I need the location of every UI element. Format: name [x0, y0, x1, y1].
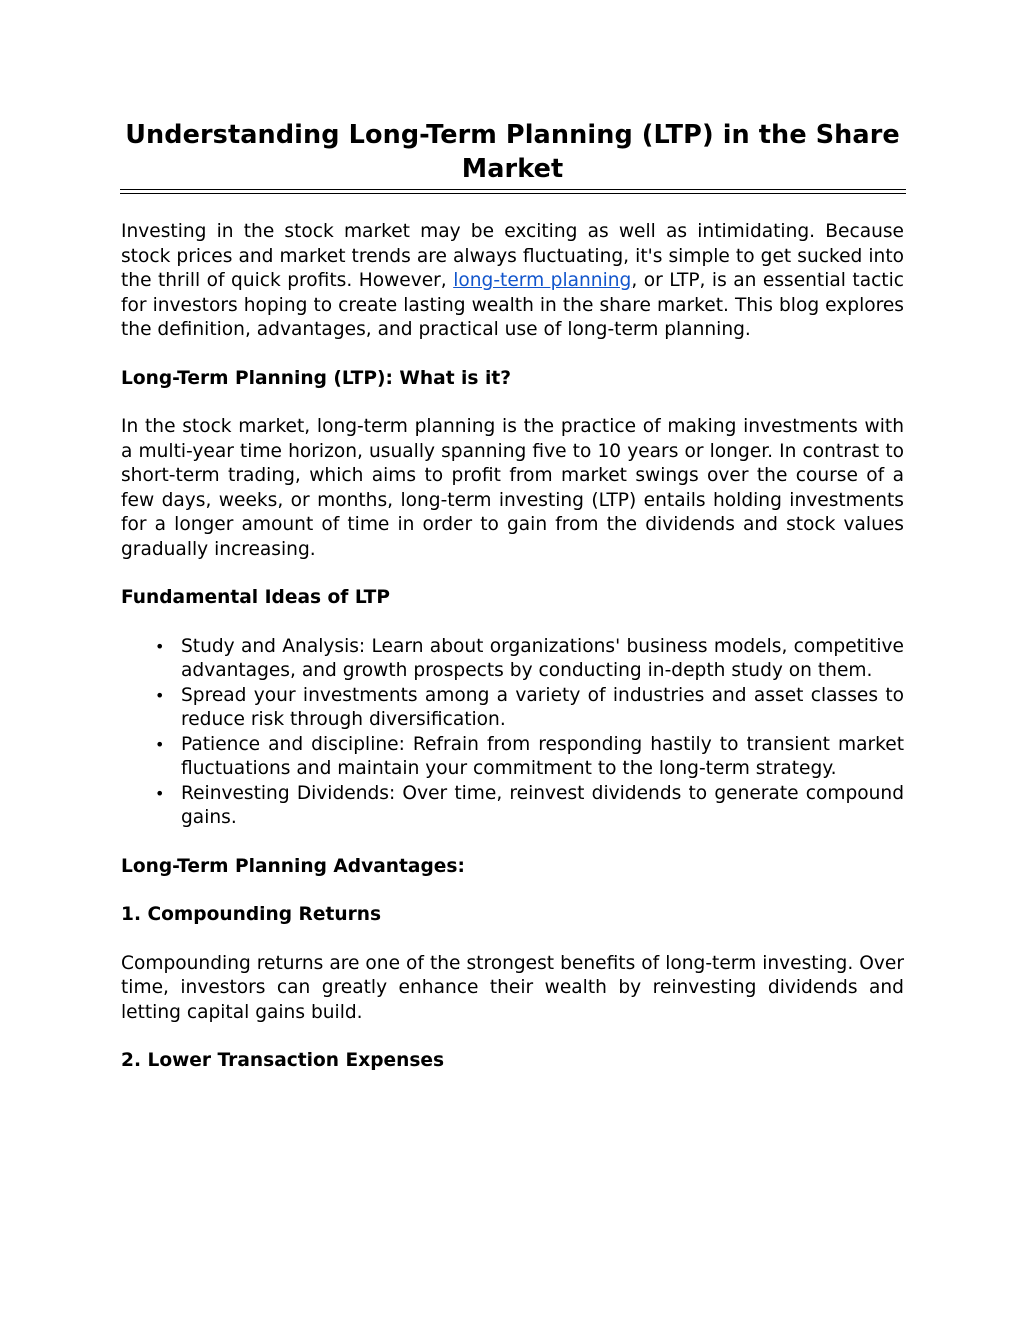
list-item: [155, 684, 904, 733]
bullet-icon: •: [155, 734, 165, 754]
list-item-text: Reinvesting Dividends: Over time, reinvest dividends to generate compound gains.: [181, 782, 904, 828]
heading-fundamental-ideas: Fundamental Ideas of LTP: [121, 587, 390, 608]
what-is-ltp-paragraph: In the stock market, long-term planning is the practice of making investments with a multi-year time horizon, usually spanning five to 10 years or longer. In contrast to short-term trading, which aims to profit from market swings over the course of a few days, weeks, or months, long-term investing (LTP) entails holding investments for a longer amount of time in order to gain from the dividends and stock values gradually increasing.: [121, 416, 904, 560]
bullet-icon: •: [155, 685, 165, 705]
document-page: [121, 118, 904, 1074]
list-item: [155, 782, 904, 831]
intro-text-after: , or LTP, is an essential tactic for investors hoping to create lasting wealth in the share market. This blog explores the definition, advantages, and practical use of long-term planning.: [121, 270, 904, 340]
heading-lower-transaction-expenses: 2. Lower Transaction Expenses: [121, 1050, 445, 1071]
document-title: Understanding Long-Term Planning (LTP) in the Share Market: [125, 120, 900, 184]
title-double-rule: [120, 189, 906, 194]
list-item: [155, 733, 904, 782]
intro-paragraph: [121, 220, 904, 343]
compounding-paragraph: Compounding returns are one of the strongest benefits of long-term investing. Over time, investors can greatly enhance their wealth by reinvesting dividends and letting capital gains build.: [121, 952, 904, 1023]
bullet-icon: •: [155, 636, 165, 656]
list-item: [155, 635, 904, 684]
list-item-text: Spread your investments among a variety of industries and asset classes to reduce risk through diversification.: [181, 684, 904, 730]
long-term-planning-link[interactable]: long-term planning: [453, 270, 632, 291]
list-item-text: Study and Analysis: Learn about organizations' business models, competitive advantages, and growth prospects by conducting in-depth study on them.: [181, 635, 904, 681]
bullet-icon: •: [155, 783, 165, 803]
intro-text-before: Investing in the stock market may be exciting as well as intimidating. Because stock prices and market trends are always fluctuating, it's simple to get sucked into the thrill of quick profits. However,: [121, 221, 904, 291]
fundamental-ideas-list: [121, 635, 904, 831]
heading-what-is-ltp: Long-Term Planning (LTP): What is it?: [121, 367, 512, 389]
heading-advantages: Long-Term Planning Advantages:: [121, 855, 465, 877]
list-item-text: Patience and discipline: Refrain from responding hastily to transient market fluctuations and maintain your commitment to the long-term strategy.: [181, 733, 904, 779]
heading-compounding-returns: 1. Compounding Returns: [121, 904, 382, 925]
